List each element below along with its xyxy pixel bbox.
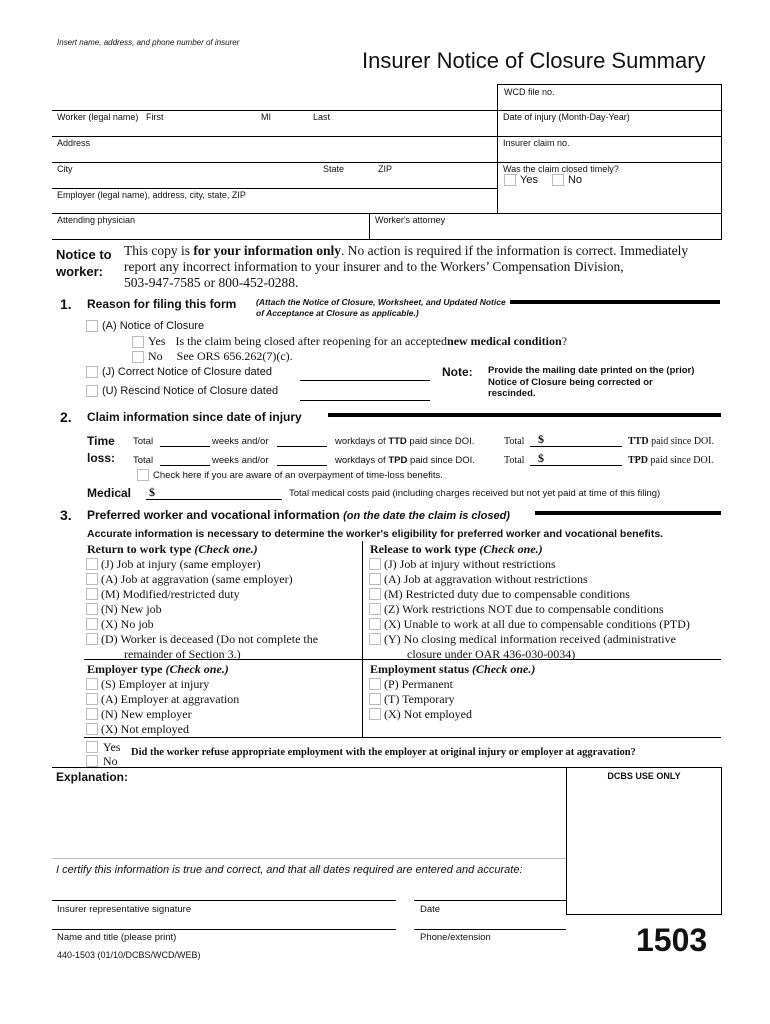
rtw-checkbox[interactable] bbox=[86, 573, 98, 585]
employer-field[interactable] bbox=[52, 188, 497, 213]
new-medical-yes-checkbox[interactable] bbox=[132, 336, 144, 348]
ttd-workdays-field[interactable] bbox=[277, 446, 327, 447]
refuse-question: Did the worker refuse appropriate employment with the employer at original injury or employer at aggravation? bbox=[131, 747, 636, 758]
rtw-checkbox[interactable] bbox=[86, 618, 98, 630]
option-a-checkbox[interactable] bbox=[86, 320, 98, 332]
closed-timely-no-checkbox[interactable] bbox=[552, 174, 564, 186]
new-medical-no: No See ORS 656.262(7)(c). bbox=[132, 349, 293, 364]
ttd-weeks-field[interactable] bbox=[160, 446, 210, 447]
medical-dollar-sign: $ bbox=[149, 485, 155, 499]
attorney-label: Worker's attorney bbox=[375, 215, 446, 225]
section2-title: Claim information since date of injury bbox=[87, 410, 302, 424]
explanation-field[interactable] bbox=[52, 786, 566, 858]
physician-field[interactable] bbox=[52, 213, 369, 240]
insurer-claim-label: Insurer claim no. bbox=[503, 138, 570, 148]
closed-timely-label: Was the claim closed timely? bbox=[503, 164, 619, 174]
option-j-checkbox[interactable] bbox=[86, 366, 98, 378]
worker-name-field[interactable] bbox=[52, 110, 497, 136]
employer-type-checkbox[interactable] bbox=[86, 708, 98, 720]
overpayment-checkbox[interactable] bbox=[137, 469, 149, 481]
tpd-workdays-label: workdays of TPD paid since DOI. bbox=[335, 455, 475, 466]
employer-type-item: (S) Employer at injury bbox=[86, 677, 209, 692]
section3-rule bbox=[535, 511, 721, 515]
zip-label: ZIP bbox=[378, 164, 393, 174]
rtw-checkbox[interactable] bbox=[86, 633, 98, 645]
tpd-paid-label: TPD paid since DOI. bbox=[628, 455, 714, 466]
employment-status-item: (T) Temporary bbox=[369, 692, 455, 707]
refuse-yes: Yes bbox=[86, 740, 120, 755]
employer-type-title: Employer type (Check one.) bbox=[87, 662, 229, 676]
section1-title: Reason for filing this form bbox=[87, 297, 237, 311]
employment-status-item: (P) Permanent bbox=[369, 677, 453, 692]
rtw-checkbox[interactable] bbox=[86, 603, 98, 615]
employer-type-checkbox[interactable] bbox=[86, 723, 98, 735]
employer-type-checkbox[interactable] bbox=[86, 678, 98, 690]
rescind-date-field[interactable] bbox=[300, 400, 430, 401]
option-u-checkbox[interactable] bbox=[86, 385, 98, 397]
tpd-dollar-sign: $ bbox=[538, 451, 544, 465]
new-medical-no-checkbox[interactable] bbox=[132, 351, 144, 363]
ttd-dollar-sign: $ bbox=[538, 432, 544, 446]
option-j-correct: (J) Correct Notice of Closure dated bbox=[86, 366, 272, 378]
note-text: Provide the mailing date printed on the (prior) Notice of Closure being corrected or rescinded. bbox=[488, 365, 695, 399]
employment-status-title: Employment status (Check one.) bbox=[370, 662, 536, 676]
release-checkbox[interactable] bbox=[369, 558, 381, 570]
form-id: 440-1503 (01/10/DCBS/WCD/WEB) bbox=[57, 950, 201, 960]
closed-timely-yes-label: Yes bbox=[520, 174, 538, 186]
employment-status-checkbox[interactable] bbox=[369, 708, 381, 720]
insurer-claim-field[interactable] bbox=[498, 136, 721, 162]
dcbs-use-only-label: DCBS USE ONLY bbox=[607, 771, 681, 781]
state-label: State bbox=[323, 164, 345, 174]
name-title-label: Name and title (please print) bbox=[57, 932, 177, 943]
rtw-item: (D) Worker is deceased (Do not complete the bbox=[86, 632, 318, 647]
closed-timely-field bbox=[498, 162, 721, 213]
tpd-weeks-field[interactable] bbox=[160, 465, 210, 466]
rtw-checkbox[interactable] bbox=[86, 588, 98, 600]
option-u-rescind: (U) Rescind Notice of Closure dated bbox=[86, 385, 278, 397]
refuse-yes-checkbox[interactable] bbox=[86, 741, 98, 753]
ttd-paid-label: TTD paid since DOI. bbox=[628, 436, 715, 447]
employer-type-item: (X) Not employed bbox=[86, 722, 189, 737]
medical-note: Total medical costs paid (including charges received but not yet paid at time of this filing) bbox=[289, 488, 661, 499]
section1-rule bbox=[510, 300, 720, 304]
release-checkbox[interactable] bbox=[369, 633, 381, 645]
ttd-workdays-label: workdays of TTD paid since DOI. bbox=[335, 436, 475, 447]
section3-divider bbox=[362, 541, 363, 737]
first-name-label: First bbox=[146, 112, 164, 122]
employer-type-item: (A) Employer at aggravation bbox=[86, 692, 239, 707]
date-field[interactable] bbox=[414, 900, 566, 901]
middle-initial-label: MI bbox=[261, 112, 271, 122]
release-item: (A) Job at aggravation without restrictions bbox=[369, 572, 588, 587]
release-title: Release to work type (Check one.) bbox=[370, 542, 543, 556]
date-of-injury-label: Date of injury (Month-Day-Year) bbox=[503, 112, 630, 122]
rtw-item: (J) Job at injury (same employer) bbox=[86, 557, 261, 572]
phone-label: Phone/extension bbox=[420, 932, 491, 943]
signature-label: Insurer representative signature bbox=[57, 904, 192, 915]
release-checkbox[interactable] bbox=[369, 573, 381, 585]
physician-label: Attending physician bbox=[57, 215, 136, 225]
release-item: (Z) Work restrictions NOT due to compensable conditions bbox=[369, 602, 664, 617]
release-item: (Y) No closing medical information received (administrative bbox=[369, 632, 676, 647]
release-checkbox[interactable] bbox=[369, 618, 381, 630]
closed-timely-no-label: No bbox=[567, 174, 583, 186]
employer-type-checkbox[interactable] bbox=[86, 693, 98, 705]
section1-number: 1. bbox=[60, 296, 72, 312]
name-title-field[interactable] bbox=[52, 929, 396, 930]
section3-title: Preferred worker and vocational information (on the date the claim is closed) bbox=[87, 508, 510, 522]
city-state-zip-field[interactable] bbox=[52, 162, 497, 188]
correct-date-field[interactable] bbox=[300, 380, 430, 381]
form-title: Insurer Notice of Closure Summary bbox=[362, 48, 706, 73]
medical-amount-field[interactable] bbox=[146, 499, 282, 500]
rtw-item: (X) No job bbox=[86, 617, 154, 632]
rtw-item: (M) Modified/restricted duty bbox=[86, 587, 240, 602]
section1-attach-note: (Attach the Notice of Closure, Worksheet, and Updated Notice of Acceptance at Closure as applicable.) bbox=[256, 297, 506, 318]
rtw-title: Return to work type (Check one.) bbox=[87, 542, 258, 556]
tpd-amount-field[interactable] bbox=[530, 465, 622, 466]
release-item: (X) Unable to work at all due to compensable conditions (PTD) bbox=[369, 617, 690, 632]
address-field[interactable] bbox=[52, 136, 497, 162]
rtw-item: (N) New job bbox=[86, 602, 162, 617]
ttd-weeks-label: weeks and/or bbox=[212, 436, 269, 447]
time-loss-label: Time loss: bbox=[87, 434, 116, 465]
ttd-paid-total-label: Total bbox=[504, 436, 525, 447]
accurate-info-note: Accurate information is necessary to determine the worker's eligibility for preferred worker and vocational benefits. bbox=[87, 528, 664, 540]
section3-number: 3. bbox=[60, 507, 72, 523]
insurer-insert-note: Insert name, address, and phone number of insurer bbox=[57, 38, 240, 47]
tpd-weeks-label: weeks and/or bbox=[212, 455, 269, 466]
notice-text: This copy is for your information only. No action is required if the information is correct. Immediately report any incorrect information to your insurer and to the Workers’ Compensation Division, 503-947-7585 or 800-452-0288. bbox=[124, 243, 689, 290]
dcbs-use-only-box bbox=[566, 767, 722, 915]
worker-name-label: Worker (legal name) bbox=[57, 112, 139, 122]
city-label: City bbox=[57, 164, 73, 174]
ttd-total-label: Total bbox=[133, 436, 154, 447]
last-name-label: Last bbox=[313, 112, 331, 122]
employment-status-checkbox[interactable] bbox=[369, 693, 381, 705]
certify-statement: I certify this information is true and correct, and that all dates required are entered and accurate: bbox=[56, 864, 523, 876]
release-item: (J) Job at injury without restrictions bbox=[369, 557, 556, 572]
release-checkbox[interactable] bbox=[369, 603, 381, 615]
employer-type-item: (N) New employer bbox=[86, 707, 192, 722]
closed-timely-yes-checkbox[interactable] bbox=[504, 174, 516, 186]
section2-rule bbox=[328, 413, 721, 417]
option-a-notice-of-closure: (A) Notice of Closure bbox=[86, 320, 204, 332]
new-medical-yes: Yes Is the claim being closed after reopening for an accepted new medical condition ? bbox=[132, 334, 567, 349]
wcd-file-field[interactable] bbox=[497, 84, 722, 111]
medical-label: Medical bbox=[87, 486, 132, 500]
release-item-continued: closure under OAR 436-030-0034) bbox=[407, 647, 576, 661]
rtw-item: (A) Job at aggravation (same employer) bbox=[86, 572, 293, 587]
tpd-total-label: Total bbox=[133, 455, 154, 466]
note-label: Note: bbox=[442, 365, 473, 379]
wcd-file-label: WCD file no. bbox=[504, 87, 555, 97]
notice-label-line2: worker: bbox=[56, 264, 103, 279]
signature-field[interactable] bbox=[52, 900, 396, 901]
employment-status-checkbox[interactable] bbox=[369, 678, 381, 690]
attorney-field[interactable] bbox=[370, 213, 721, 240]
refuse-no-checkbox[interactable] bbox=[86, 755, 98, 767]
rtw-checkbox[interactable] bbox=[86, 558, 98, 570]
rtw-item-continued: remainder of Section 3.) bbox=[124, 647, 241, 661]
refuse-no: No bbox=[86, 754, 118, 769]
notice-to-worker-label bbox=[56, 246, 112, 280]
tpd-paid-total-label: Total bbox=[504, 455, 525, 466]
date-of-injury-field[interactable] bbox=[498, 110, 721, 136]
release-checkbox[interactable] bbox=[369, 588, 381, 600]
employer-label: Employer (legal name), address, city, state, ZIP bbox=[57, 190, 246, 200]
address-label: Address bbox=[57, 138, 91, 148]
explanation-label: Explanation: bbox=[56, 770, 129, 784]
overpayment-option: Check here if you are aware of an overpayment of time-loss benefits. bbox=[137, 469, 443, 481]
notice-label-line1: Notice to bbox=[56, 247, 112, 262]
tpd-workdays-field[interactable] bbox=[277, 465, 327, 466]
date-label: Date bbox=[420, 904, 441, 915]
release-item: (M) Restricted duty due to compensable conditions bbox=[369, 587, 630, 602]
section2-number: 2. bbox=[60, 409, 72, 425]
employment-status-item: (X) Not employed bbox=[369, 707, 472, 722]
phone-field[interactable] bbox=[414, 929, 566, 930]
ttd-amount-field[interactable] bbox=[530, 446, 622, 447]
form-number: 1503 bbox=[636, 922, 708, 958]
